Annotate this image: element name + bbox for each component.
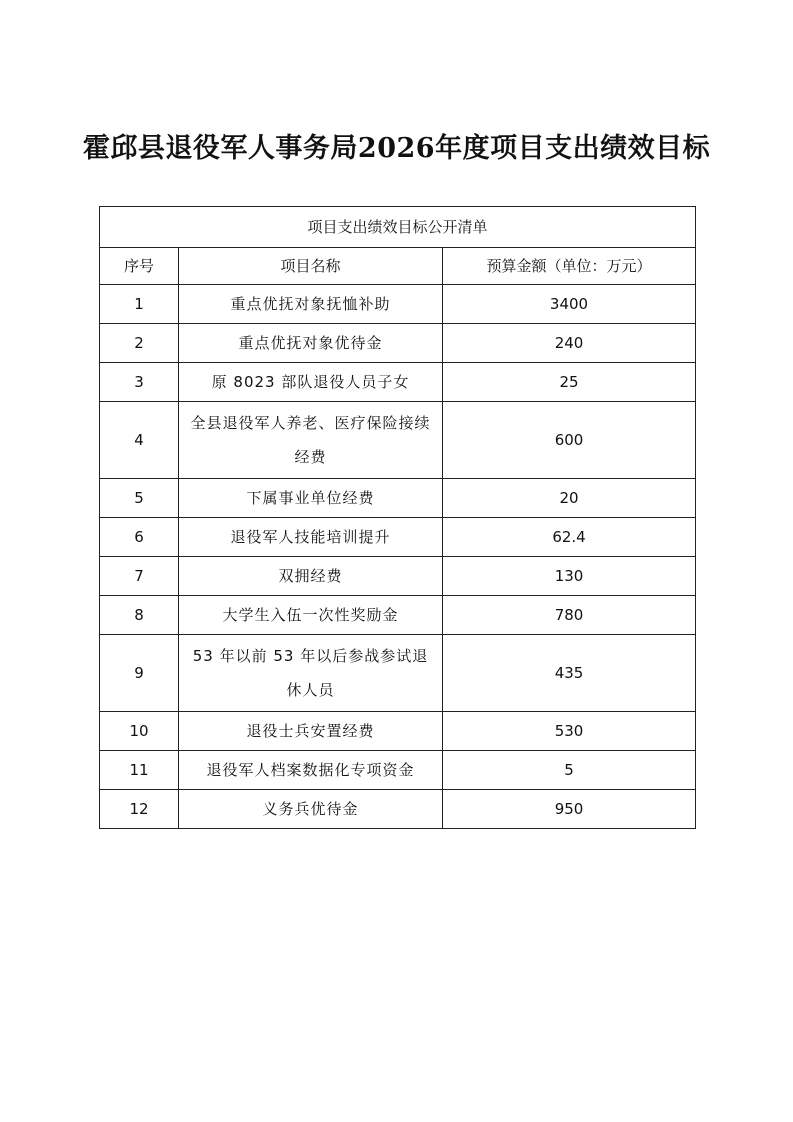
budget-table	[99, 206, 696, 829]
row-budget: 950	[443, 790, 696, 829]
row-no: 10	[100, 712, 179, 751]
row-no: 4	[100, 402, 179, 479]
row-budget: 240	[443, 324, 696, 363]
table-caption-row	[100, 207, 696, 248]
row-name: 重点优抚对象优待金	[179, 324, 443, 363]
table-row	[100, 635, 696, 712]
row-budget: 600	[443, 402, 696, 479]
row-name: 重点优抚对象抚恤补助	[179, 285, 443, 324]
row-budget: 435	[443, 635, 696, 712]
table-row	[100, 790, 696, 829]
row-name: 原 8023 部队退役人员子女	[179, 363, 443, 402]
row-no: 8	[100, 596, 179, 635]
table-header-row	[100, 248, 696, 285]
row-budget: 20	[443, 479, 696, 518]
table-row	[100, 518, 696, 557]
table-row	[100, 402, 696, 479]
table-row	[100, 479, 696, 518]
row-no: 1	[100, 285, 179, 324]
table-caption: 项目支出绩效目标公开清单	[100, 207, 696, 248]
row-name: 53 年以前 53 年以后参战参试退休人员	[179, 635, 443, 712]
row-budget: 780	[443, 596, 696, 635]
row-budget: 62.4	[443, 518, 696, 557]
table-row	[100, 324, 696, 363]
table-row	[100, 751, 696, 790]
row-name: 下属事业单位经费	[179, 479, 443, 518]
row-no: 11	[100, 751, 179, 790]
header-budget: 预算金额（单位：万元）	[443, 248, 696, 285]
row-no: 12	[100, 790, 179, 829]
row-no: 3	[100, 363, 179, 402]
row-no: 7	[100, 557, 179, 596]
table-row	[100, 557, 696, 596]
row-budget: 25	[443, 363, 696, 402]
header-no: 序号	[100, 248, 179, 285]
row-name: 全县退役军人养老、医疗保险接续经费	[179, 402, 443, 479]
row-budget: 530	[443, 712, 696, 751]
row-name: 双拥经费	[179, 557, 443, 596]
table-row	[100, 712, 696, 751]
header-name: 项目名称	[179, 248, 443, 285]
row-budget: 3400	[443, 285, 696, 324]
row-no: 2	[100, 324, 179, 363]
table-row	[100, 363, 696, 402]
row-no: 6	[100, 518, 179, 557]
table-row	[100, 596, 696, 635]
row-name: 退役士兵安置经费	[179, 712, 443, 751]
row-name: 义务兵优待金	[179, 790, 443, 829]
row-budget: 130	[443, 557, 696, 596]
row-name: 退役军人技能培训提升	[179, 518, 443, 557]
row-budget: 5	[443, 751, 696, 790]
row-name: 退役军人档案数据化专项资金	[179, 751, 443, 790]
page-title: 霍邱县退役军人事务局2026年度项目支出绩效目标	[82, 133, 711, 164]
row-name: 大学生入伍一次性奖励金	[179, 596, 443, 635]
row-no: 9	[100, 635, 179, 712]
row-no: 5	[100, 479, 179, 518]
table-row	[100, 285, 696, 324]
